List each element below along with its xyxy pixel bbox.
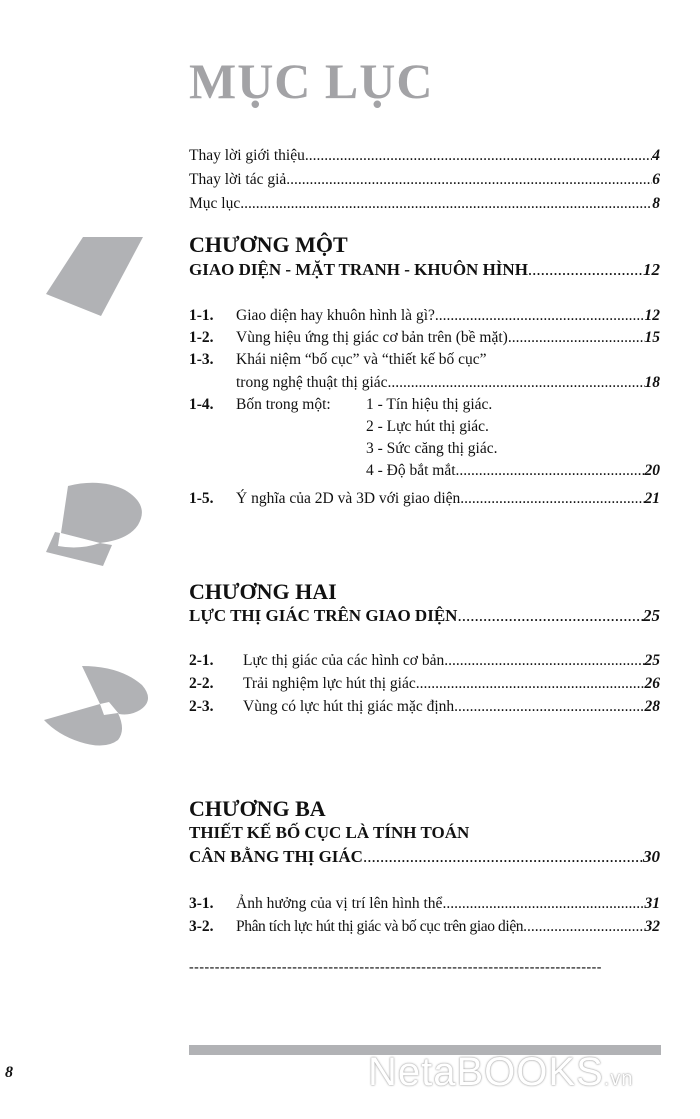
toc-entry-continued[interactable]	[236, 373, 660, 393]
toc-entry[interactable]	[189, 917, 660, 937]
toc-entry[interactable]	[189, 306, 660, 326]
chapter-title-text: THIẾT KẾ BỐ CỤC LÀ TÍNH TOÁN	[189, 823, 470, 842]
entry-page: 12	[643, 260, 660, 279]
chapter-one-shape	[46, 237, 143, 316]
entry-page: 31	[644, 895, 660, 912]
entry-text: Vùng hiệu ứng thị giác cơ bản trên (bề mặt)	[236, 329, 508, 346]
leader-dots	[460, 489, 644, 509]
decorative-shapes	[0, 0, 180, 1119]
entry-page: 12	[644, 307, 660, 324]
toc-sub-entry	[366, 439, 660, 459]
entry-number: 2-1.	[189, 652, 214, 669]
entry-number: 2-3.	[189, 698, 214, 715]
entry-text: Bốn trong một:	[236, 396, 331, 413]
leader-dots	[457, 606, 643, 626]
dashed-divider: --------------------------------------------------------------------------------	[189, 960, 602, 975]
entry-text: Vùng có lực hút thị giác mặc định	[243, 698, 455, 715]
entry-text: Khái niệm “bố cục” và “thiết kế bố cục”	[236, 351, 487, 368]
watermark-brand: NetaBOOKS	[368, 1050, 604, 1094]
page-title: MỤC LỤC	[189, 53, 434, 109]
entry-text: Trải nghiệm lực hút thị giác	[243, 675, 416, 692]
entry-text: Ảnh hưởng của vị trí lên hình thể	[236, 895, 443, 912]
chapter-title[interactable]	[189, 260, 660, 280]
toc-entry[interactable]	[189, 194, 660, 214]
entry-page: 18	[644, 374, 660, 391]
toc-entry[interactable]	[189, 697, 660, 717]
entry-page: 8	[652, 195, 660, 212]
chapter-two-shape	[46, 483, 142, 566]
toc-sub-entry[interactable]	[366, 461, 660, 481]
sub-item: 3 - Sức căng thị giác.	[366, 440, 498, 457]
chapter-heading: CHƯƠNG HAI	[189, 579, 337, 604]
toc-entry[interactable]	[189, 350, 660, 370]
entry-page: 25	[644, 652, 660, 669]
entry-text: Lực thị giác của các hình cơ bản	[243, 652, 445, 669]
sub-item: 2 - Lực hút thị giác.	[366, 418, 489, 435]
entry-number: 1-3.	[189, 351, 214, 368]
sub-item: 4 - Độ bắt mắt	[366, 462, 456, 479]
chapter-title	[189, 823, 660, 843]
entry-page: 28	[644, 698, 660, 715]
toc-entry[interactable]	[189, 651, 660, 671]
chapter-title-text: GIAO DIỆN - MẶT TRANH - KHUÔN HÌNH	[189, 260, 528, 279]
entry-page: 20	[644, 462, 660, 479]
toc-entry[interactable]	[189, 395, 660, 415]
toc-entry[interactable]	[189, 170, 660, 190]
entry-number: 3-1.	[189, 895, 214, 912]
entry-number: 1-2.	[189, 329, 214, 346]
toc-entry[interactable]	[189, 489, 660, 509]
chapter-three-shape	[44, 666, 148, 746]
leader-dots	[456, 461, 645, 481]
chapter-title-text: LỰC THỊ GIÁC TRÊN GIAO DIỆN	[189, 606, 458, 625]
entry-page: 25	[643, 606, 660, 625]
entry-text: Ý nghĩa của 2D và 3D với giao diện	[236, 490, 461, 507]
leader-dots	[523, 917, 644, 937]
leader-dots	[363, 847, 643, 867]
leader-dots	[286, 170, 652, 190]
chapter-heading: CHƯƠNG BA	[189, 796, 326, 821]
entry-text: Thay lời giới thiệu	[189, 147, 305, 164]
entry-number: 1-5.	[189, 490, 214, 507]
page-number: 8	[5, 1064, 13, 1081]
leader-dots	[442, 894, 644, 914]
entry-text: Giao diện hay khuôn hình là gì?	[236, 307, 435, 324]
entry-page: 6	[652, 171, 660, 188]
leader-dots	[416, 674, 645, 694]
entry-text: Phân tích lực hút thị giác và bố cục trên giao diện	[236, 918, 524, 935]
entry-text: Thay lời tác giả	[189, 171, 287, 188]
leader-dots	[508, 328, 645, 348]
chapter-heading: CHƯƠNG MỘT	[189, 232, 348, 257]
toc-entry[interactable]	[189, 674, 660, 694]
entry-text: trong nghệ thuật thị giác	[236, 374, 388, 391]
chapter-title[interactable]	[189, 847, 660, 867]
entry-number: 1-4.	[189, 396, 214, 413]
leader-dots	[454, 697, 644, 717]
watermark-logo	[368, 1050, 633, 1095]
toc-sub-entry	[366, 417, 660, 437]
chapter-title[interactable]	[189, 606, 660, 626]
entry-page: 26	[644, 675, 660, 692]
toc-entry[interactable]	[189, 328, 660, 348]
entry-page: 21	[644, 490, 660, 507]
chapter-title-text: CÂN BẰNG THỊ GIÁC	[189, 847, 363, 866]
entry-page: 15	[644, 329, 660, 346]
leader-dots	[444, 651, 644, 671]
leader-dots	[240, 194, 652, 214]
entry-page: 30	[643, 847, 660, 866]
entry-text: Mục lục	[189, 195, 241, 212]
entry-number: 2-2.	[189, 675, 214, 692]
toc-entry[interactable]	[189, 894, 660, 914]
watermark-suffix: .vn	[603, 1068, 634, 1090]
entry-page: 4	[652, 147, 660, 164]
leader-dots	[388, 373, 645, 393]
entry-number: 3-2.	[189, 918, 214, 935]
entry-number: 1-1.	[189, 307, 214, 324]
leader-dots	[305, 146, 652, 166]
entry-page: 32	[644, 918, 660, 935]
leader-dots	[528, 260, 643, 280]
sub-item: 1 - Tín hiệu thị giác.	[366, 396, 493, 413]
toc-entry[interactable]	[189, 146, 660, 166]
leader-dots	[435, 306, 645, 326]
